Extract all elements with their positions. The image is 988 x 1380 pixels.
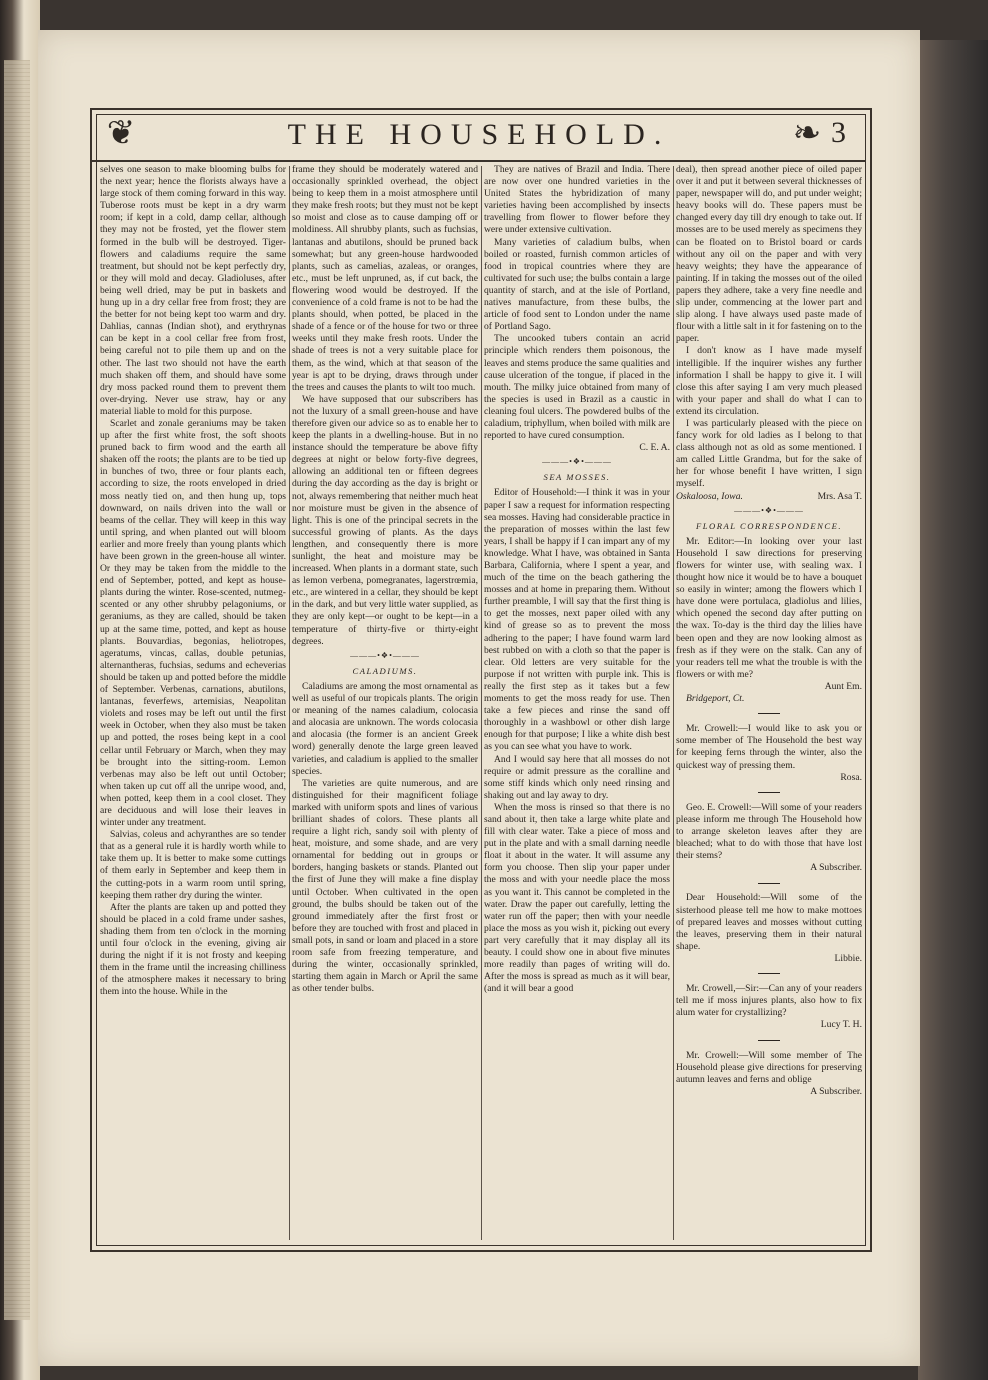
paragraph: I don't know as I have made myself intelligible. If the inquirer wishes any further information I shall be happy to give it. I will close this after saying I am very much pleased with your paper and shall do what I can to extend its circulation. [676,345,862,417]
page-number: 3 [831,116,846,149]
signature: Oskaloosa, Iowa. Mrs. Asa T. [676,490,862,502]
paragraph: When the moss is rinsed so that there is no sand about it, then take a large white plate and fill with clear water. Take a piece of moss and put in the plate and with a small darning needle float it about in the water. It will assume any form you choose. Then slip your paper under the moss and with your needle place the moss as you want it. This cannot be completed in the water. Draw the paper out carefully, letting the water run off the paper; then with your needle place the moss as you wish it, picking out every part very carefully that it may display all its beauty. I could show one in about five minutes more readily than pages of writing will do. After the moss is spread as much as it will bear, (and it will bear a good [484,801,670,995]
book-binding [0,0,40,1380]
section-heading-caladiums: CALADIUMS. [352,665,418,676]
section-heading-sea-mosses: SEA MOSSES. [543,472,611,483]
paragraph: The varieties are quite numerous, and are distinguished for their magnificent foliage marked with uniform spots and lines of various brilliant shades of colors. These plants all require a light rich, sandy soil with plenty of heat, moisture, and some shade, and are very ornamental for bedding out in groups or borders, hanging baskets or stands. Planted out the first of June they will make a fine display until October. When cultivated in the open ground, the bulbs should be taken out of the ground immediately after the first frost or before they are touched with frost and placed in small pots, in sand or loam and placed in a store room safe from freezing temperature, and during the winter, occasionally sprinkled, starting them again in March or April the same as other tender bulbs. [292,777,478,995]
article-columns [96,164,864,1242]
scroll-ornament-icon: ❧ [792,115,822,152]
letter: Dear Household:—Will some of the sisterhood please tell me how to make mottoes of prepared leaves and mosses without cutting the leaves, preserving them in their natural shape. [676,892,862,952]
book-cover-edge [918,40,988,1380]
previous-page-edge [4,60,30,1320]
signature: Aunt Em. [824,680,862,692]
paragraph: Caladiums are among the most ornamental as well as useful of our tropicals plants. The origin or meaning of the names caladium, colocasia and alocasia are unknown. The words colocasia and alocasia (the former is an ancient Greek word) generally denote the large green leaved varieties, and caladium is applied to the smaller species. [292,680,478,777]
paragraph: The uncooked tubers contain an acrid principle which renders them poisonous, the leaves and stems produce the same qualities and cause ulceration of the tongue, if placed in the mouth. The milky juice obtained from many of the species is used in Brazil as a caustic in cleaning foul ulcers. The powdered bulbs of the caladium, triphyllum, when boiled with milk are reported to have cured consumption. [484,333,670,442]
signature: A Subscriber. [810,1085,862,1097]
separator [676,787,862,799]
column-divider [289,166,290,1240]
section-rule: ———•❖•——— [734,505,804,515]
separator [676,968,862,980]
separator [676,708,862,720]
column-divider [673,166,674,1240]
letter: Mr. Editor:—In looking over your last Household I saw directions for preserving flowers for winter use, with sealing wax. I thought how nice it would be to have a bouquet so easily in winter; among the flowers which I have done were portulaca, gladiolus and lilies, which opened the second day after putting on the wax. To-day is the third day the lilies have been open and they are now looking almost as fresh as if they were on the stalk. Can any of your readers tell me what the trouble is with the flowers or with me? [676,535,862,680]
letter: Mr. Crowell:—I would like to ask you or some member of The Household the best way for keeping ferns through the winter, also the quickest way of pressing them. [676,723,862,771]
paragraph: Many varieties of caladium bulbs, when boiled or roasted, furnish common articles of food in tropical countries where they are cultivated for such use; the bulbs contain a large quantity of starch, and at the isle of Portland, natives manufacture, from these bulbs, the article of food sent to London under the name of Portland Sago. [484,236,670,333]
letter: Geo. E. Crowell:—Will some of your readers please inform me through The Household how to arrange skeleton leaves after they are bleached; what to do with those that have lost their stems? [676,801,862,862]
column-divider [481,166,482,1240]
paragraph: Salvias, coleus and achyranthes are so tender that as a general rule it is hardly worth while to take them up. It is better to make some cuttings of them early in September and keep them in the cutting-pots in a warm room until spring, keeping them rather dry during the winter. [100,829,286,901]
paragraph: After the plants are taken up and potted they should be placed in a cold frame under sashes, shading them from ten o'clock in the morning until four o'clock in the evening, giving air during the night if it is not frosty and keeping them in the frame until the increasing chilliness of the atmosphere makes it necessary to bring them into the house. While in the [100,901,286,998]
section-rule: ———•❖•——— [542,457,612,467]
page-title: THE HOUSEHOLD. [287,118,671,151]
paragraph: And I would say here that all mosses do not require or admit pressure as the coralline and some stiff kinds which only need rinsing and shaking out and lay away to dry. [484,753,670,801]
masthead [92,110,866,162]
letter: Mr. Crowell:—Will some member of The Household please give directions for preserving autumn leaves and ferns and oblige [676,1049,862,1085]
section-heading-floral-correspondence: FLORAL CORRESPONDENCE. [696,520,842,531]
scroll-ornament-icon: ❦ [106,115,136,152]
paragraph: selves one season to make blooming bulbs for the next year; hence the florists always have a large stock of them coming forward in this way. Tuberose roots must be kept in a dry warm room; if kept in a cold, damp cellar, although they may not be frosted, yet the flower stem formed in the bulb will be destroyed. Tiger-flowers and caladiums require the same treatment, but should not be kept perfectly dry, or they will mold and decay. Gladioluses, after being well dried, may be put in baskets and hung up in a dry cellar free from frost; they are the better for not being kept too warm and dry. Dahlias, cannas (Indian shot), and erythrynas can be kept in a cool cellar free from frost, being careful not to pile them up and on the other. The last two should not have the earth much shaken off them, and should have some dry moss packed round them to prevent them over-drying. Never use straw, hay or any material liable to mold for this purpose. [100,164,286,417]
signature-place: Bridgeport, Ct. [686,693,745,705]
paragraph: Editor of Household:—I think it was in your paper I saw a request for information respecting sea mosses. Having had considerable practice in the preparation of mosses within the last few years, I shall be happy if I can impart any of my knowledge. What I have, was obtained in Santa Barbara, California, where I spent a year, and much of the time on the beach gathering the mosses and at home in preparing them. Without further preamble, I will say that the first thing is to get the mosses, next paper oiled with any kind of grease so as to prevent the moss adhering to the paper; I have found warm lard best rubbed on with a cloth so that the paper is clear. Old letters are very suitable for the purpose if not written with purple ink. This is really the first step as it takes but a few moments to get the moss ready for use. Then take a few pieces and rinse the sand off thoroughly in a washbowl or other dish large enough for that purpose; I like a white dish best as you can see what you have to work. [484,487,670,753]
paragraph: frame they should be moderately watered and occasionally sprinkled overhead, the object being to keep them in a moist atmosphere until they make fresh roots; but they must not be kept so moist and close as to cause damping off or moldiness. All shrubby plants, such as fuchsias, lantanas and abutilons, should be pruned back somewhat; but any green-house hardwooded plants, such as camelias, azaleas, or oranges, etc., must be left unpruned, as, if cut back, the flowering wood would be destroyed. If the convenience of a cold frame is not to be had the plants should, when potted, be placed in the shade of a fence or of the house for two or three weeks until they make fresh roots. Under the shade of trees is not a very suitable place for them, as the wind, which at that season of the year is apt to be drying, draws through under the trees and causes the plants to wilt too much. [292,164,478,393]
signature: C. E. A. [639,442,670,454]
separator [676,1034,862,1046]
paragraph: We have supposed that our subscribers has not the luxury of a small green-house and have therefore given our advice so as to enable her to keep the plants in a dwelling-house. But in no instance should the temperature be above fifty degrees at night or below forty-five degrees, allowing an additional ten or fifteen degrees during the day according as the day is bright or not, always remembering that neither much heat nor moisture must be given in the absence of light. This is one of the principal secrets in the successful growing of plants. As the days lengthen, and consequently there is more sunlight, the heat and moisture may be increased. When plants in a dormant state, such as lemon verbena, pomegranates, lagerstrœmia, etc., are wintered in a cellar, they should be kept in the dark, and but very little water supplied, as they are only kept—or ought to be kept—in a temperature of thirty-five or thirty-eight degrees. [292,393,478,647]
paragraph: Scarlet and zonale geraniums may be taken up after the first white frost, the soft shoots pruned back to firm wood and the earth all shaken off the roots; the plants are to be tied up in bunches of two, three or four plants each, according to size, the roots enveloped in dried moss neatly tied on, and then hung up, tops downward, on nails driven into the wall or beams of the cellar. They will keep in this way until spring, and when planted out will bloom earlier and more freely than young plants which have been grown in the green-house all winter. Or they may be taken from the middle to the end of September, potted, and kept as house-plants during the winter. Rose-scented, nutmeg-scented or any other shrubby pelagoniums, or geraniums, as they are called, should be taken up at the same time, potted, and kept as house plants. Bouvardias, begonias, heliotropes, ageratums, vincas, callas, double petunias, alternantheras, fuchsias, sedums and echeverias should be taken up and potted before the middle of September. Verbenas, carnations, abutilons, lantanas, feverfews, artemisias, Neapolitan violets and roses may be left out until the first week in October, when they also must be taken up and potted, the roses being kept in a cool cellar until February or March, when they may be brought into the sitting-room. Lemon verbenas may also be left out until October; when taken up cut off all the unripe wood, and, when potted, keep them in a cool closet. They are deciduous and will lose their leaves in winter under any treatment. [100,417,286,829]
column-2 [292,164,478,1242]
letter: Mr. Crowell,—Sir:—Can any of your readers tell me if moss injures plants, also how to fix alum water for crystallizing? [676,983,862,1019]
signature: Libbie. [834,952,862,964]
signature: A Subscriber. [810,862,862,874]
column-4 [676,164,862,1242]
section-rule: ———•❖•——— [350,650,420,660]
column-1 [100,164,286,1242]
separator [676,877,862,889]
signature: Rosa. [840,771,862,783]
signature: Lucy T. H. [820,1019,862,1031]
paragraph: I was particularly pleased with the piece on fancy work for old ladies as I belong to that class although not as old as some mentioned. I am called Little Grandma, but for the sake of her for whose benefit I have written, I sign myself. [676,417,862,490]
column-3 [484,164,670,1242]
paragraph: deal), then spread another piece of oiled paper over it and put it between several thicknesses of paper, newspaper will do, and put under weight; heavy books will do. These papers must be changed every day till dry enough to take out. If mosses are to be used merely as specimens they can be floated on to Bristol board or cards without any oil on the paper and with very heavy weights; they have the appearance of painting. If in taking the mosses out of the oiled papers they adhere, take a very fine needle and slip under, commencing at the lower part and slip along. I have always used paste made of flour with a little salt in it for fastening on to the paper. [676,164,862,345]
paragraph: They are natives of Brazil and India. There are now over one hundred varieties in the United States the hybridization of many varieties having been accomplished by insects travelling from flower to flower before they were under extensive cultivation. [484,164,670,236]
